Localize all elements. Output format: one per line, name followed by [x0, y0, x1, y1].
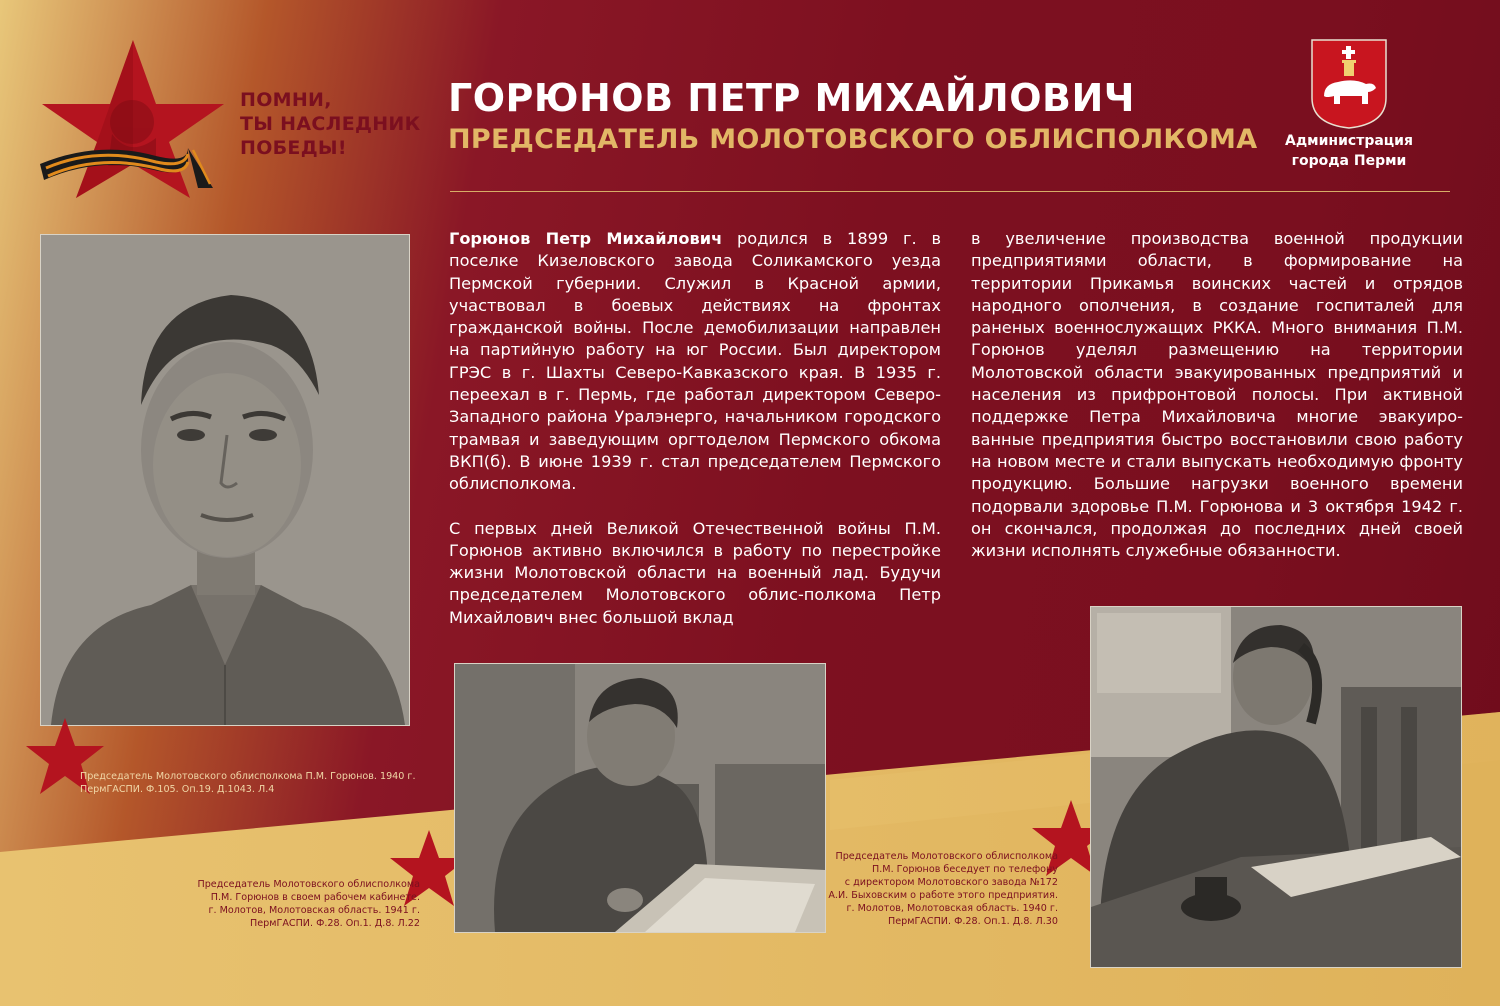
page-title: ГОРЮНОВ ПЕТР МИХАЙЛОВИЧ — [448, 76, 1136, 120]
biography-column-1 — [449, 228, 941, 629]
caption-telephone-line-1: Председатель Молотовского облисполкома — [835, 851, 1058, 862]
victory-star-emblem — [38, 38, 238, 198]
caption-telephone-line-5: г. Молотов, Молотовская область. 1940 г. — [846, 903, 1058, 914]
biography-name: Горюнов Петр Михайлович — [449, 229, 723, 248]
header-divider — [450, 191, 1450, 192]
caption-office-line-4: ПермГАСПИ. Ф.28. Оп.1. Д.8. Л.22 — [250, 918, 420, 929]
slogan — [240, 88, 420, 160]
caption-portrait-line-1: Председатель Молотовского облисполкома П.М. Горюнов. 1940 г. — [80, 771, 416, 782]
caption-office-line-2: П.М. Горюнов в своем рабочем кабинете. — [210, 892, 420, 903]
biography-paragraph-2: С первых дней Великой Отечественной войны П.М. Горюнов активно включился в работу по перестройке жизни Молотовской области на военный лад. Будучи председателем Молотовского облис-полкома Петр Михайлович внес большой вклад — [449, 518, 941, 627]
caption-telephone-line-3: с директором Молотовского завода №172 — [844, 877, 1058, 888]
caption-telephone — [790, 850, 1058, 928]
biography-column-2 — [971, 228, 1463, 562]
biography-paragraph-1 — [449, 228, 941, 496]
slogan-line-3: ПОБЕДЫ! — [240, 137, 347, 159]
caption-office-line-1: Председатель Молотовского облисполкома — [197, 879, 420, 890]
slogan-line-2: ТЫ НАСЛЕДНИК — [240, 113, 421, 135]
caption-office-line-3: г. Молотов, Молотовская область. 1941 г. — [208, 905, 420, 916]
caption-portrait — [80, 770, 416, 796]
telephone-photo — [1090, 606, 1462, 968]
portrait-photo — [40, 234, 410, 726]
biography-paragraph-1-text: родился в 1899 г. в поселке Кизеловского завода Соликамского уезда Пермской губернии. Служил в Красной армии, участвовал в боевых действиях на фронтах гражданской войны. После демобилизации направлен на партийную работу на юг России. Был директором ГРЭС в г. Шахты Северо-Кавказского края. В 1935 г. переехал в г. Пермь, где работал директором Северо-Западного района Уралэнерго, начальником городского трамвая и заведующим оргтоделом Пермского обкома ВКП(б). В июне 1939 г. стал председателем Пермского облисполкома. — [449, 229, 941, 494]
caption-telephone-line-4: А.И. Быховским о работе этого предприятия. — [828, 890, 1058, 901]
page-subtitle: ПРЕДСЕДАТЕЛЬ МОЛОТОВСКОГО ОБЛИСПОЛКОМА — [448, 124, 1258, 155]
biography-paragraph-3: в увеличение производства военной продукции предприятиями области, в формирование на территории Прикамья воинских частей и отрядов народного ополчения, в создание госпиталей для раненых военнослужащих РККА. Много внимания П.М. Горюнов уделял размещению на территории Молотовской области эвакуированных предприятий и населения из прифронтовой полосы. При активной поддержке Петра Михайловича многие эвакуиро-ванные предприятия быстро восстановили свою работу на новом месте и стали выпускать необходимую фронту продукцию. Большие нагрузки военного времени подорвали здоровье П.М. Горюнова и 3 октября 1942 г. он скончался, продолжая до последних дней своей жизни исполнять служебные обязанности. — [971, 229, 1463, 561]
caption-portrait-line-2: ПермГАСПИ. Ф.105. Оп.19. Д.1043. Л.4 — [80, 784, 275, 795]
perm-coat-of-arms-icon — [1310, 38, 1388, 130]
st-george-ribbon-icon — [40, 148, 213, 188]
slogan-line-1: ПОМНИ, — [240, 89, 332, 111]
caption-telephone-line-6: ПермГАСПИ. Ф.28. Оп.1. Д.8. Л.30 — [888, 916, 1058, 927]
administration-line-2: города Перми — [1291, 153, 1407, 169]
caption-telephone-line-2: П.М. Горюнов беседует по телефону — [872, 864, 1058, 875]
administration-line-1: Администрация — [1285, 133, 1413, 149]
administration-label — [1280, 131, 1418, 171]
caption-office — [150, 878, 420, 930]
office-photo — [454, 663, 826, 933]
